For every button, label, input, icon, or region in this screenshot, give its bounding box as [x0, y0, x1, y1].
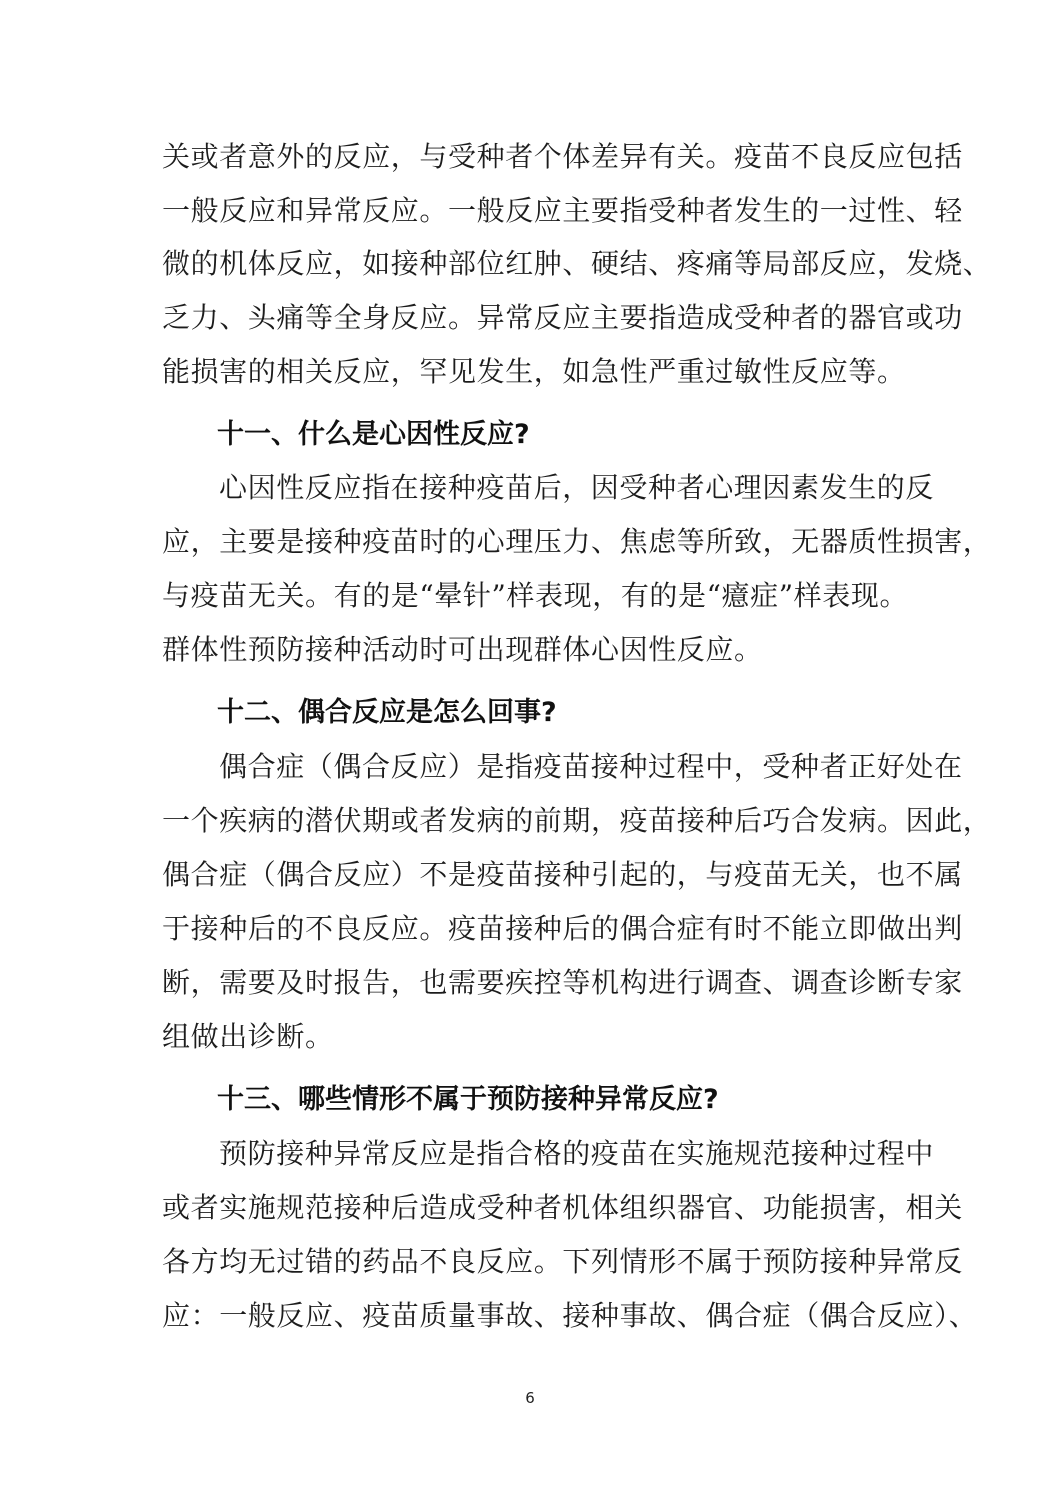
section-heading: 十三、哪些情形不属于预防接种异常反应?	[217, 1084, 719, 1115]
paragraph-line: 或者实施规范接种后造成受种者机体组织器官、功能损害，相关	[162, 1191, 963, 1224]
paragraph-line: 偶合症（偶合反应）是指疫苗接种过程中，受种者正好处在	[219, 750, 963, 783]
paragraph-line: 断，需要及时报告，也需要疾控等机构进行调查、调查诊断专家	[162, 966, 963, 999]
paragraph-line: 心因性反应指在接种疫苗后，因受种者心理因素发生的反	[219, 471, 935, 504]
paragraph-line: 于接种后的不良反应。疫苗接种后的偶合症有时不能立即做出判	[162, 912, 963, 945]
section-heading: 十一、什么是心因性反应?	[217, 419, 530, 450]
paragraph-line: 偶合症（偶合反应）不是疫苗接种引起的，与疫苗无关，也不属	[162, 858, 963, 891]
paragraph-line: 与疫苗无关。有的是“晕针”样表现，有的是“癔症”样表现。	[162, 579, 909, 612]
paragraph-line: 一般反应和异常反应。一般反应主要指受种者发生的一过性、轻	[162, 194, 963, 227]
paragraph-line: 各方均无过错的药品不良反应。下列情形不属于预防接种异常反	[162, 1245, 963, 1278]
page-number: 6	[525, 1389, 535, 1407]
paragraph-line: 微的机体反应，如接种部位红肿、硬结、疼痛等局部反应，发烧、	[162, 247, 992, 280]
paragraph-line: 关或者意外的反应，与受种者个体差异有关。疫苗不良反应包括	[162, 140, 963, 173]
paragraph-line: 应：一般反应、疫苗质量事故、接种事故、偶合症（偶合反应）、	[162, 1299, 978, 1332]
paragraph-line: 组做出诊断。	[162, 1020, 334, 1053]
section-heading: 十二、偶合反应是怎么回事?	[217, 697, 557, 728]
paragraph-line: 一个疾病的潜伏期或者发病的前期，疫苗接种后巧合发病。因此，	[162, 804, 992, 837]
paragraph-line: 能损害的相关反应，罕见发生，如急性严重过敏性反应等。	[162, 355, 906, 388]
paragraph-line: 应，主要是接种疫苗时的心理压力、焦虑等所致，无器质性损害，	[162, 525, 992, 558]
paragraph-line: 乏力、头痛等全身反应。异常反应主要指造成受种者的器官或功	[162, 301, 963, 334]
paragraph-line: 群体性预防接种活动时可出现群体心因性反应。	[162, 633, 763, 666]
paragraph-line: 预防接种异常反应是指合格的疫苗在实施规范接种过程中	[219, 1137, 935, 1170]
